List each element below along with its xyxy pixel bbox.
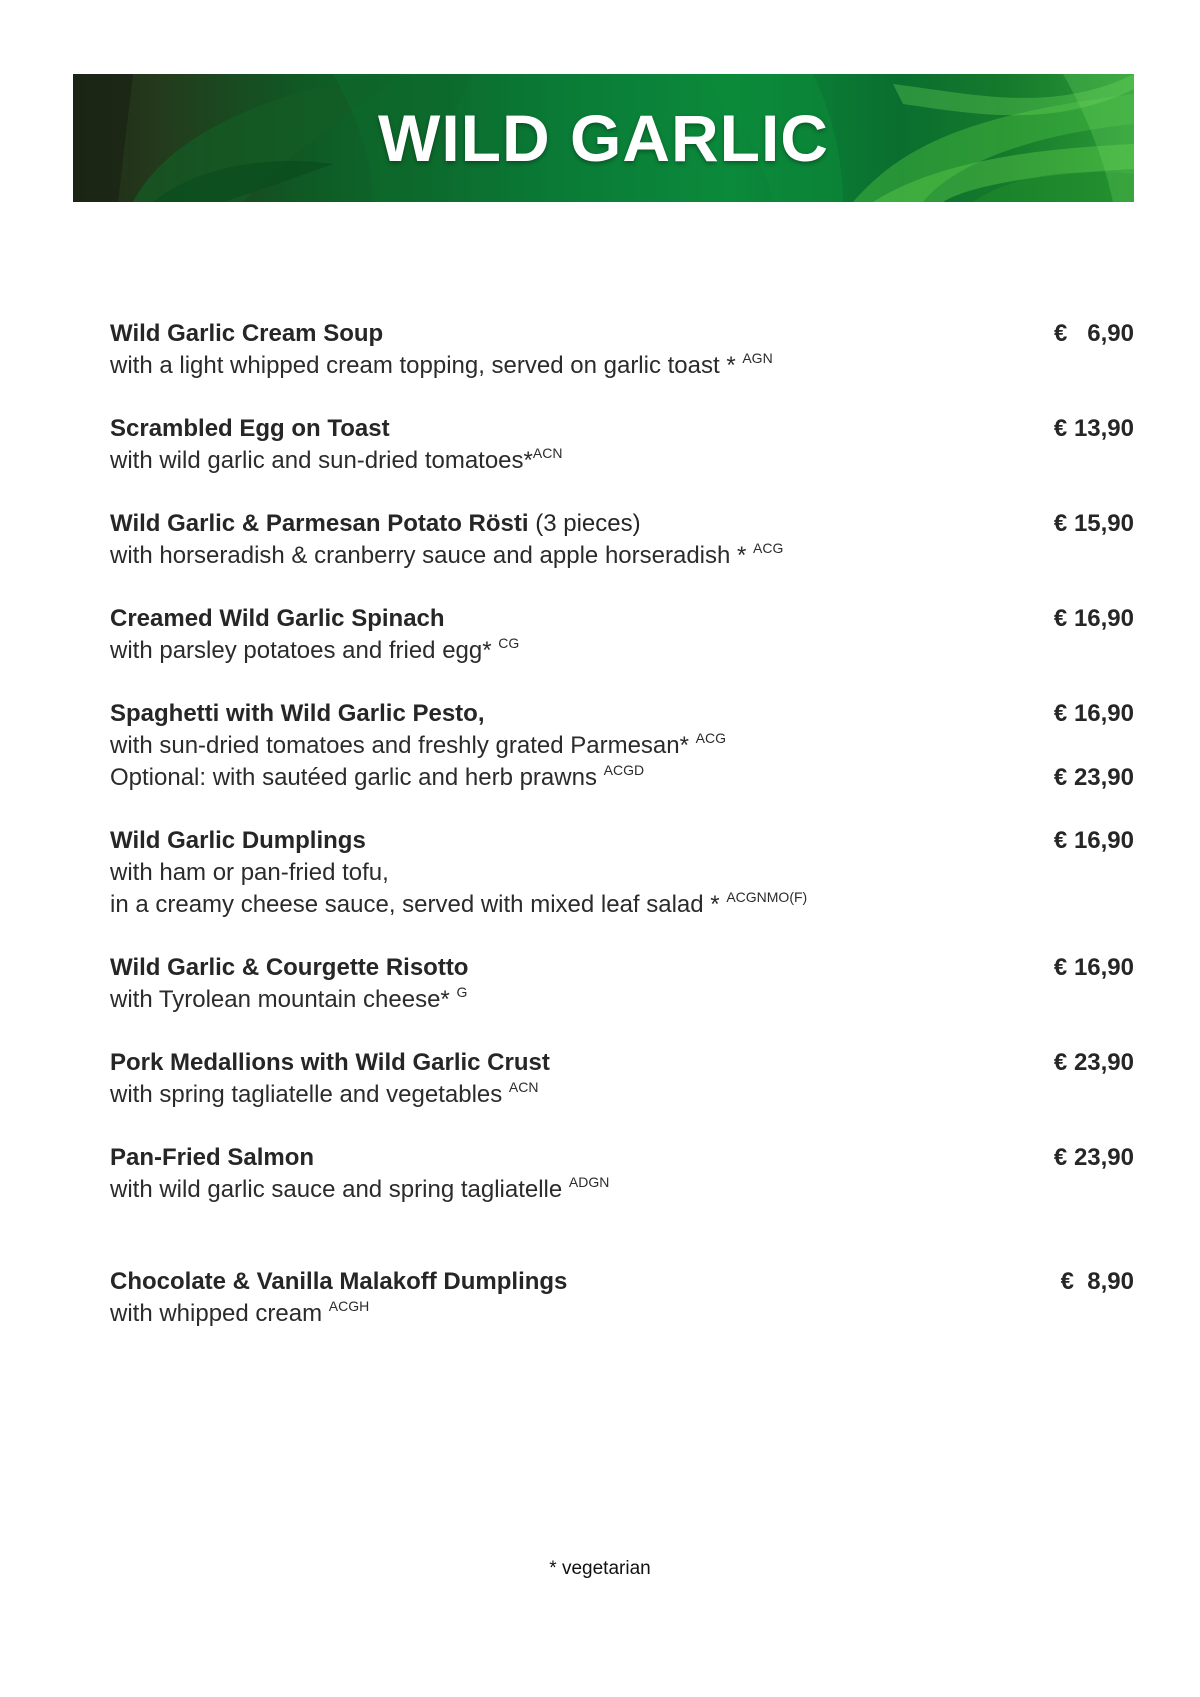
description-text: with ham or pan-fried tofu, [110,859,389,886]
dish-description [110,857,1134,889]
menu-item-header [110,698,1134,730]
description-text: with parsley potatoes and fried egg* [110,637,499,664]
allergen-codes: G [456,984,468,1000]
dish-description [110,984,1134,1016]
dish-note: (3 pieces) [528,510,641,537]
description-text: with wild garlic and sun-dried tomatoes* [110,447,533,474]
dish-price: € 16,90 [1053,605,1134,632]
allergen-codes: ACGD [603,762,645,778]
dish-price: € 13,90 [1053,415,1134,442]
menu-item [110,698,1134,794]
menu-item [110,825,1134,921]
dish-name: Scrambled Egg on Toast [110,415,390,442]
allergen-codes: ACN [532,445,563,461]
dish-name: Wild Garlic Dumplings [110,827,366,854]
description-text: with whipped cream [110,1300,329,1327]
menu-item [110,603,1134,667]
dish-description [110,1298,1134,1330]
allergen-codes: ACGNMO(F) [726,889,808,905]
description-text: with sun-dried tomatoes and freshly grated Parmesan* [110,732,696,759]
dish-description [110,1174,1134,1206]
header-banner [73,74,1134,202]
description-text: with a light whipped cream topping, served on garlic toast * [110,352,743,379]
dish-description [110,635,1134,667]
dish-name: Pork Medallions with Wild Garlic Crust [110,1049,550,1076]
dish-price: € 15,90 [1053,510,1134,537]
menu-item-header [110,508,1134,540]
dish-name: Wild Garlic & Parmesan Potato Rösti [110,510,529,537]
description-text: with spring tagliatelle and vegetables [110,1081,509,1108]
menu-item-header [110,318,1134,350]
menu-item [110,318,1134,382]
description-text: in a creamy cheese sauce, served with mixed leaf salad * [110,891,727,918]
allergen-codes: ACGH [328,1298,370,1314]
dish-price: € 23,90 [1053,1049,1134,1076]
menu-item-header [110,825,1134,857]
option-price: € 23,90 [1053,764,1134,791]
dish-name: Chocolate & Vanilla Malakoff Dumplings [110,1268,568,1295]
allergen-codes: ADGN [568,1174,610,1190]
menu-item-header [110,1142,1134,1174]
dish-name: Spaghetti with Wild Garlic Pesto, [110,700,485,727]
menu-item-header [110,603,1134,635]
allergen-codes: ACG [695,730,726,746]
dish-description [110,350,1134,382]
dish-price: € 16,90 [1053,827,1134,854]
dish-price: € 16,90 [1053,700,1134,727]
description-text: Optional: with sautéed garlic and herb prawns [110,764,604,791]
menu-item [110,952,1134,1016]
dish-description [110,762,1134,794]
description-text: with wild garlic sauce and spring tagliatelle [110,1176,569,1203]
description-text: with horseradish & cranberry sauce and apple horseradish * [110,542,754,569]
dish-price: € 16,90 [1053,954,1134,981]
allergen-codes: ACG [753,540,784,556]
allergen-codes: CG [498,635,520,651]
dish-description [110,540,1134,572]
menu-item-header [110,1266,1134,1298]
vegetarian-footnote: * vegetarian [549,1558,651,1579]
dish-description [110,889,1134,921]
dish-price: € 8,90 [1060,1268,1134,1295]
description-text: with Tyrolean mountain cheese* [110,986,457,1013]
dish-description [110,730,1134,762]
dish-name: Wild Garlic Cream Soup [110,320,384,347]
menu-item [110,1047,1134,1111]
menu-item-header [110,1047,1134,1079]
dish-price: € 23,90 [1053,1144,1134,1171]
menu-item-header [110,952,1134,984]
dish-description [110,445,1134,477]
menu-item [110,508,1134,572]
page-title: WILD GARLIC [378,101,829,175]
menu-item [110,413,1134,477]
menu-item-header [110,413,1134,445]
allergen-codes: AGN [742,350,773,366]
dish-name: Creamed Wild Garlic Spinach [110,605,445,632]
dish-description [110,1079,1134,1111]
allergen-codes: ACN [508,1079,539,1095]
dish-name: Pan-Fried Salmon [110,1144,315,1171]
menu-item [110,1142,1134,1206]
menu-item [110,1266,1134,1330]
dish-price: € 6,90 [1053,320,1134,347]
dish-name: Wild Garlic & Courgette Risotto [110,954,469,981]
